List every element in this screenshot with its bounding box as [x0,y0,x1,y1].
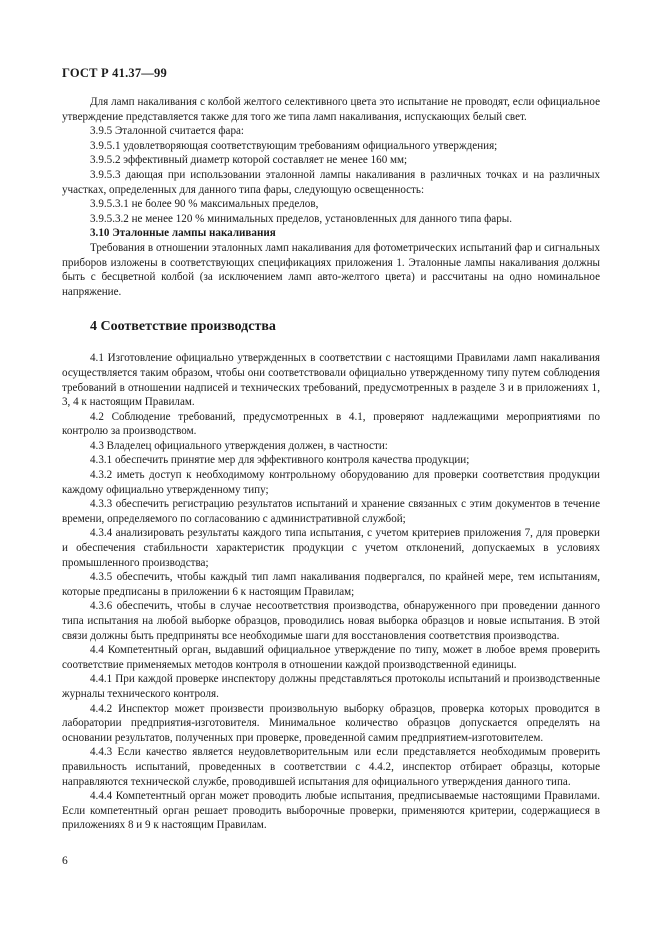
paragraph: 4.3 Владелец официального утверждения должен, в частности: [90,439,388,452]
section-title: 4 Соответствие производства [90,319,276,335]
paragraph: 4.4.4 Компетентный орган может проводить любые испытания, предписываемые настоящими Правилами. Если компетентный орган решает проводить выборочные проверки, применяются критерии, содержащиеся в приложениях 8 и 9 к настоящим Правилам. [62,790,600,832]
paragraph: 4.3.6 обеспечить, чтобы в случае несоответствия производства, обнаруженного при проведении данного типа испытания на любой выборке образцов, проводились новая выборка образцов и новые испытания. В этой связи должны быть предприняты все необходимые шаги для восстановления соответствия производства. [62,600,600,642]
paragraph: 4.4.3 Если качество является неудовлетворительным или если представляется необходимым проверить правильность испытаний, проведенных в соответствии с 4.4.2, инспектор отбирает образцы, которые направляются технической службе, проводившей испытания для официального утверждения данного типа. [62,746,600,788]
paragraph: 4.3.5 обеспечить, чтобы каждый тип ламп накаливания подвергался, по крайней мере, тем испытаниям, которые предписаны в приложении 6 к настоящим Правилам; [62,571,600,598]
paragraph: 4.4.1 При каждой проверке инспектору должны представляться протоколы испытаний и производственные журналы технического контроля. [62,673,600,700]
paragraph: 3.9.5.1 удовлетворяющая соответствующим требованиям официального утверждения; [90,139,498,152]
paragraph: 4.2 Соблюдение требований, предусмотренных в 4.1, проверяют надлежащими мероприятиями по контролю за производством. [62,410,600,438]
paragraph: 4.4.2 Инспектор может произвести произвольную выборку образцов, проверка которых проводится в лаборатории предприятия-изготовителя. Минимальное количество образцов допускается определять на основании результатов, полученных при проверке, проведенной самим предприятием-изготовителем. [62,702,600,744]
paragraph: 4.3.2 иметь доступ к необходимому контрольному оборудованию для проверки соответствия продукции каждому официально утвержденному типу; [62,469,600,496]
paragraph: Для ламп накаливания с колбой желтого селективного цвета это испытание не проводят, если официальное утверждение представляется также для того же типа ламп накаливания, испускающих белый свет. [62,96,600,123]
paragraph: 3.9.5.2 эффективный диаметр которой составляет не менее 160 мм; [90,154,408,167]
document-body [62,95,600,833]
paragraph: 3.9.5.3.2 не менее 120 % минимальных пределов, установленных для данного типа фары. [90,212,512,225]
page-number: 6 [62,855,68,867]
paragraph: 4.3.4 анализировать результаты каждого типа испытания, с учетом критериев приложения 7, для проверки и обеспечения стабильности характеристик продукции с учетом отклонений, допускаемых в условиях промышленного производства; [62,527,600,569]
paragraph: 4.4 Компетентный орган, выдавший официальное утверждение по типу, может в любое время проверить соответствие применяемых методов контроля в отношении каждой производственной единицы. [62,644,600,671]
paragraph: 4.1 Изготовление официально утвержденных в соответствии с настоящими Правилами ламп накаливания осуществляется таким образом, чтобы они соответствовали официально утвержденному типу путем соблюдения требований в отношении надписей и технических требований, предусмотренных в разделе 3 и в приложениях 1, 3, 4 к настоящим Правилам. [62,352,600,409]
paragraph: 3.9.5 Эталонной считается фара: [90,125,245,138]
paragraph: 3.9.5.3.1 не более 90 % максимальных пределов, [90,198,319,211]
paragraph: 4.3.3 обеспечить регистрацию результатов испытаний и хранение связанных с этим документов в течение времени, определяемого по согласованию с административной службой; [62,498,600,525]
paragraph: Требования в отношении эталонных ламп накаливания для фотометрических испытаний фар и сигнальных приборов изложены в соответствующих спецификациях приложения 1. Эталонные лампы накаливания должны быть с бесцветной колбой (за исключением ламп авто-желтого цвета) и рассчитаны на одно номинальное напряжение. [62,241,600,298]
document-code-header: ГОСТ Р 41.37—99 [62,66,167,80]
paragraph: 4.3.1 обеспечить принятие мер для эффективного контроля качества продукции; [90,454,470,467]
paragraph: 3.9.5.3 дающая при использовании эталонной лампы накаливания в различных точках и на различных участках, определенных для данного типа фары, следующую освещенность: [62,168,600,196]
subsection-heading: 3.10 Эталонные лампы накаливания [90,227,276,240]
